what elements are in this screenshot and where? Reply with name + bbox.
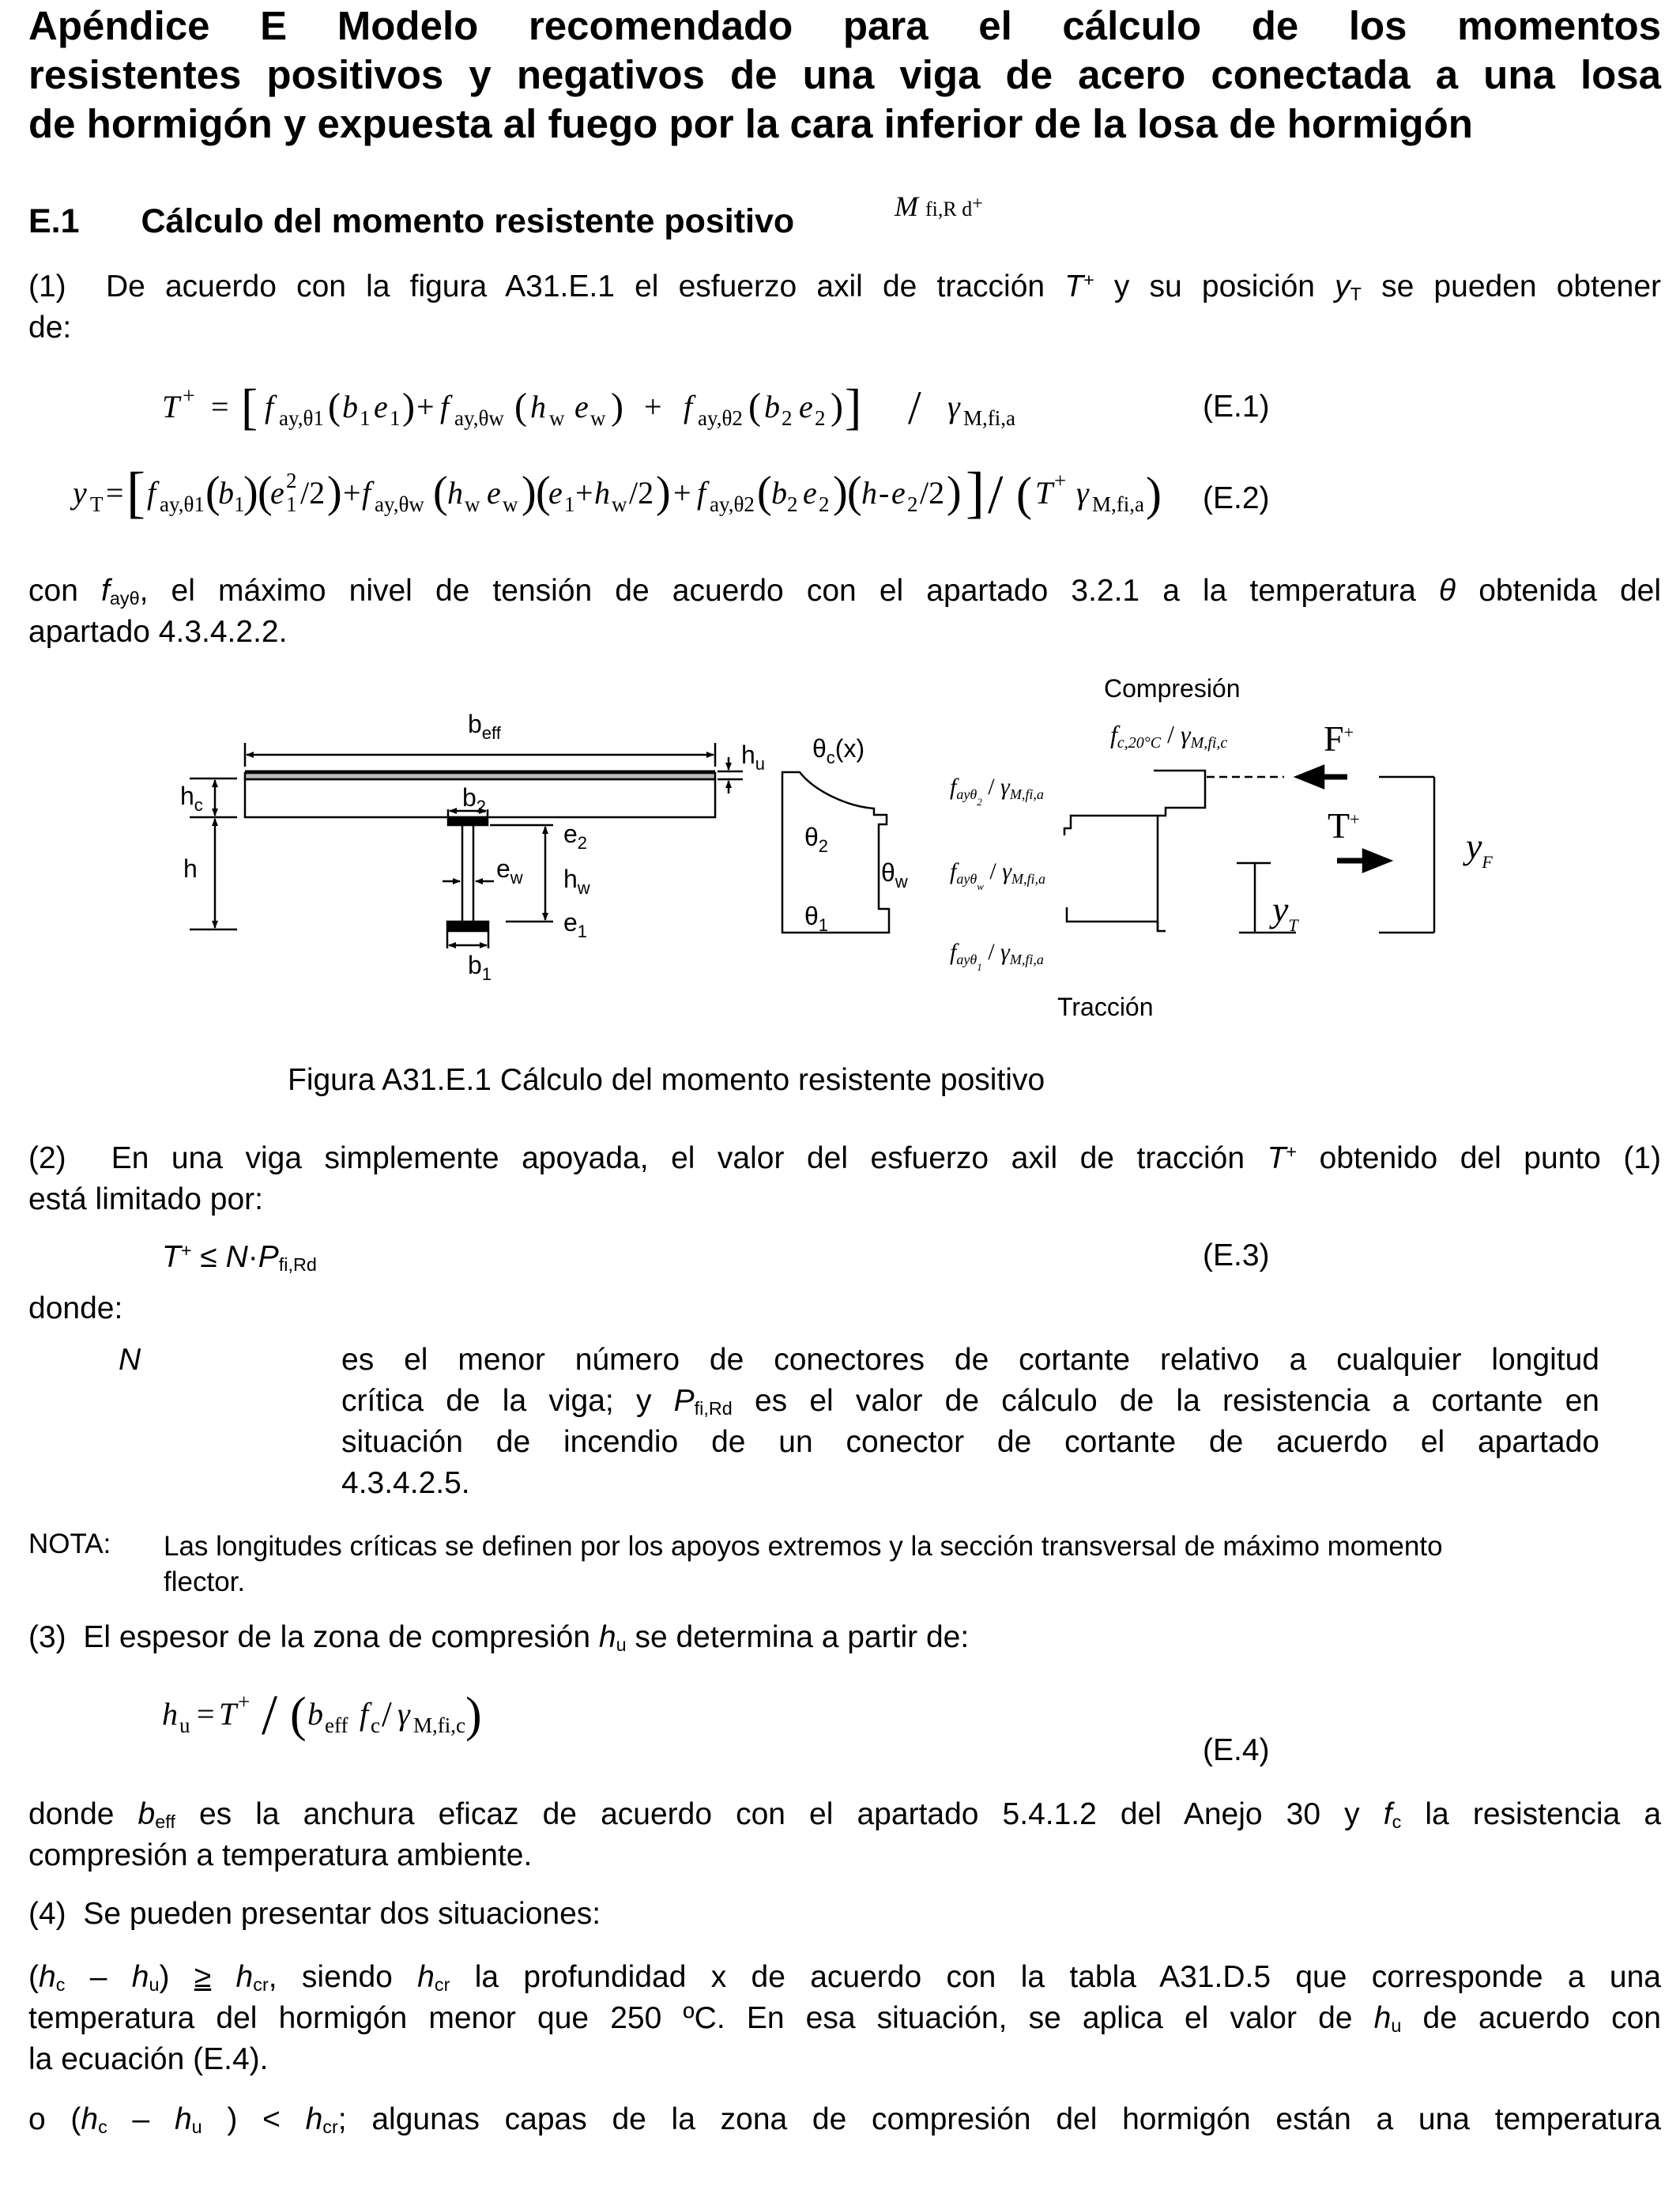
section-number: E.1 bbox=[28, 202, 80, 240]
equation-e3-number: (E.3) bbox=[1203, 1238, 1270, 1272]
svg-text:2: 2 bbox=[787, 492, 798, 516]
label-fay-thetaw: $f_{ay\theta w} / \gamma_{M,fi,a}$ bbox=[950, 858, 1046, 892]
svg-text:T: T bbox=[90, 492, 104, 516]
svg-text:1: 1 bbox=[564, 492, 575, 516]
svg-text:w: w bbox=[549, 406, 565, 430]
equation-e2-formula bbox=[73, 462, 1195, 533]
svg-text:): ) bbox=[522, 468, 537, 517]
svg-text:/: / bbox=[382, 1694, 392, 1734]
svg-text:=: = bbox=[211, 389, 229, 424]
svg-text:f: f bbox=[684, 389, 693, 424]
label-hu: $h_u$ bbox=[741, 741, 766, 774]
svg-text:f: f bbox=[440, 389, 450, 424]
svg-text:+: + bbox=[416, 389, 435, 424]
svg-text:1: 1 bbox=[286, 492, 297, 516]
svg-text:2: 2 bbox=[907, 492, 918, 516]
svg-text:): ) bbox=[1146, 468, 1162, 520]
paragraph-3: (3) El espesor de la zona de compresión $h_u$ se determina a partir de: bbox=[28, 1620, 970, 1656]
svg-text:1: 1 bbox=[234, 492, 245, 516]
svg-text:(: ( bbox=[258, 468, 273, 517]
svg-text:): ) bbox=[243, 468, 258, 517]
label-compresion: Compresión bbox=[1104, 674, 1241, 703]
svg-text:/2: /2 bbox=[300, 475, 326, 511]
temperature-profile bbox=[782, 772, 889, 933]
svg-text:b: b bbox=[771, 475, 787, 511]
equation-e2 bbox=[73, 462, 1195, 537]
label-yF: $y_F$ bbox=[1466, 826, 1493, 872]
label-theta-2: $\theta_2$ bbox=[804, 823, 829, 856]
svg-text:T: T bbox=[162, 389, 180, 424]
section-title: Cálculo del momento resistente positivo bbox=[141, 202, 795, 240]
svg-text:/: / bbox=[262, 1683, 278, 1747]
equation-e1-formula bbox=[162, 378, 1071, 441]
svg-text:M,fi,a: M,fi,a bbox=[963, 406, 1015, 430]
svg-text:e: e bbox=[270, 475, 284, 511]
svg-text:ay,θ1: ay,θ1 bbox=[160, 492, 205, 516]
paragraph-beff: donde $b_{eff}$ es la anchura eficaz de acuerdo con el apartado 5.4.1.2 del Anejo 30 y $f_c$ la resistencia a compresión a temperatura ambiente. bbox=[28, 1797, 1662, 1872]
svg-text:f: f bbox=[265, 389, 274, 424]
composite-section bbox=[190, 743, 743, 948]
svg-text:b: b bbox=[342, 389, 358, 424]
paragraph-1-line-1: (1) De acuerdo con la figura A31.E.1 el esfuerzo axil de tracción T+ y su posición $y_T$ se pueden obtener bbox=[28, 270, 1661, 305]
stress-diagram bbox=[1064, 766, 1434, 933]
svg-text:(: ( bbox=[757, 468, 772, 517]
svg-text:): ) bbox=[465, 1688, 482, 1742]
title-line-2: resistentes positivos y negativos de una viga de acero conectada a una losa bbox=[28, 52, 1661, 97]
svg-text:2: 2 bbox=[819, 492, 830, 516]
label-fay-theta2: $f_{ay\theta 2} / \gamma_{M,fi,a}$ bbox=[950, 774, 1044, 808]
svg-text:2: 2 bbox=[782, 406, 793, 430]
svg-text:f: f bbox=[362, 475, 371, 511]
svg-text:M,fi,a: M,fi,a bbox=[1092, 492, 1144, 516]
svg-text:1: 1 bbox=[390, 406, 401, 430]
label-theta-1: $\theta_1$ bbox=[804, 902, 829, 935]
label-beff: $b_{eff}$ bbox=[468, 710, 501, 743]
svg-text:w: w bbox=[612, 492, 627, 516]
svg-text:/: / bbox=[988, 465, 1004, 526]
label-F-plus: F+ bbox=[1324, 718, 1354, 759]
paragraph-2 bbox=[28, 1138, 1661, 1220]
def-N-text: es el menor número de conectores de cortante relativo a cualquier longitud crítica de la viga; y $P_{fi,Rd}$ es el valor de cálculo de la resistencia a cortante en situación de incendio de un conector de cortante de acuerdo el apartado 4.3.4.2.5. bbox=[341, 1343, 1599, 1500]
svg-text:γ: γ bbox=[397, 1696, 410, 1732]
title-line-1 bbox=[28, 2, 1661, 51]
svg-text:): ) bbox=[327, 468, 342, 517]
svg-text:[: [ bbox=[241, 379, 258, 435]
def-N-symbol: N bbox=[119, 1343, 141, 1377]
svg-text:ay,θw: ay,θw bbox=[375, 492, 424, 516]
svg-text:T: T bbox=[219, 1696, 237, 1732]
label-b2: $b_2$ bbox=[462, 783, 487, 816]
svg-text:/: / bbox=[908, 382, 921, 434]
svg-text:): ) bbox=[402, 386, 415, 428]
label-yT: $y_T$ bbox=[1272, 889, 1298, 935]
svg-text:): ) bbox=[611, 386, 623, 428]
svg-text:]: ] bbox=[845, 379, 862, 435]
label-hc: $h_c$ bbox=[180, 782, 203, 815]
svg-text:b: b bbox=[764, 389, 780, 424]
svg-text:e: e bbox=[891, 475, 906, 511]
svg-text:f: f bbox=[147, 475, 156, 511]
donde-label: donde: bbox=[28, 1291, 123, 1325]
label-fay-theta1: $f_{ay\theta 1} / \gamma_{M,fi,a}$ bbox=[950, 939, 1044, 973]
svg-text:(: ( bbox=[205, 468, 220, 517]
svg-text:f: f bbox=[360, 1696, 369, 1732]
paragraph-1-line-2: de: bbox=[28, 311, 72, 345]
label-h: h bbox=[183, 854, 198, 883]
section-heading bbox=[28, 202, 794, 241]
note-text: Las longitudes críticas se definen por los apoyos extremos y la sección transversal de máximo momento flector. bbox=[164, 1531, 1443, 1597]
svg-text:(: ( bbox=[748, 386, 761, 428]
label-traccion: Tracción bbox=[1057, 993, 1154, 1021]
svg-text:u: u bbox=[179, 1713, 190, 1737]
paragraph-situation-1: $(h_c - h_u) \ge h_{cr}$, siendo $h_{cr}$ la profundidad x de acuerdo con la tabla A31.D.5 que corresponde a una temperatura del hormigón menor que 250 ºC. En esa situación, se aplica el valor de $h_u$ de acuerdo con la ecuación (E.4). bbox=[28, 1960, 1661, 2076]
svg-text:2: 2 bbox=[815, 406, 826, 430]
equation-e2-number: (E.2) bbox=[1203, 481, 1270, 515]
svg-text:e: e bbox=[374, 389, 388, 424]
title-line-1-text: Modelo recomendado para el cálculo de los momentos bbox=[337, 3, 1661, 48]
paragraph-2-line-2: está limitado por: bbox=[28, 1182, 263, 1216]
svg-text:): ) bbox=[656, 468, 671, 517]
svg-text:(: ( bbox=[536, 468, 551, 517]
svg-text:=: = bbox=[197, 1696, 215, 1732]
svg-text:M,fi,c: M,fi,c bbox=[413, 1713, 465, 1737]
paragraph-fay bbox=[28, 571, 1661, 653]
svg-text:+: + bbox=[1054, 469, 1067, 492]
svg-text:+: + bbox=[238, 1690, 250, 1713]
title-line-3: de hormigón y expuesta al fuego por la cara inferior de la losa de hormigón bbox=[28, 101, 1473, 146]
svg-text:): ) bbox=[947, 468, 962, 517]
svg-text:+: + bbox=[673, 475, 691, 511]
svg-text:/2: /2 bbox=[920, 475, 945, 511]
svg-text:eff: eff bbox=[325, 1713, 348, 1737]
svg-text:): ) bbox=[831, 386, 843, 428]
svg-text:e: e bbox=[548, 475, 563, 511]
svg-text:h: h bbox=[447, 475, 463, 511]
equation-e1 bbox=[162, 378, 1071, 445]
svg-text:e: e bbox=[799, 389, 813, 424]
appendix-label: Apéndice E bbox=[28, 3, 288, 48]
svg-text:γ: γ bbox=[1076, 475, 1089, 511]
label-b1: $b_1$ bbox=[468, 951, 492, 984]
svg-text:[: [ bbox=[126, 461, 145, 524]
svg-text:(: ( bbox=[1016, 468, 1032, 520]
paragraph-1 bbox=[28, 266, 1661, 349]
svg-text:h: h bbox=[530, 389, 546, 424]
note-label: NOTA: bbox=[28, 1529, 111, 1559]
svg-text:(: ( bbox=[433, 468, 448, 517]
svg-text:(: ( bbox=[514, 386, 527, 428]
svg-text:h: h bbox=[162, 1696, 178, 1732]
svg-text:+: + bbox=[343, 475, 361, 511]
label-e2: $e_2$ bbox=[563, 820, 588, 853]
svg-text:f: f bbox=[697, 475, 706, 511]
appendix-title bbox=[28, 2, 1661, 149]
paragraph-fay-line-2: apartado 4.3.4.2.2. bbox=[28, 615, 288, 649]
svg-text:w: w bbox=[590, 406, 606, 430]
svg-text:h: h bbox=[594, 475, 610, 511]
equation-e4-number: (E.4) bbox=[1203, 1733, 1270, 1767]
label-T-plus: T+ bbox=[1328, 805, 1360, 846]
paragraph-fay-line-1: con $f_{ay\theta}$, el máximo nivel de tensión de acuerdo con el apartado 3.2.1 a la temperatura θ obtenida del bbox=[28, 574, 1661, 609]
equation-e1-number: (E.1) bbox=[1203, 390, 1270, 424]
svg-text:+: + bbox=[183, 384, 195, 409]
label-e1: $e_1$ bbox=[563, 908, 588, 941]
stress-labels bbox=[950, 720, 1227, 973]
svg-text:): ) bbox=[833, 468, 848, 517]
svg-text:-: - bbox=[879, 475, 890, 511]
equation-e4 bbox=[162, 1682, 573, 1753]
svg-text:1: 1 bbox=[360, 406, 371, 430]
figure-caption: Figura A31.E.1 Cálculo del momento resistente positivo bbox=[288, 1063, 1045, 1097]
svg-text:T: T bbox=[1035, 475, 1053, 511]
svg-text:(: ( bbox=[328, 386, 341, 428]
label-theta-c: $\theta_c(x)$ bbox=[812, 734, 865, 767]
figure-labels bbox=[180, 674, 1493, 1021]
paragraph-situation-2: o ($h_c - h_u$ ) < $h_{cr}$; algunas capas de la zona de compresión del hormigón están a una temperatura bbox=[28, 2102, 1661, 2138]
section-symbol: M fi,R d+ bbox=[895, 190, 983, 222]
svg-text:c: c bbox=[371, 1713, 380, 1737]
svg-text:e: e bbox=[487, 475, 501, 511]
svg-text:ay,θw: ay,θw bbox=[454, 406, 504, 430]
svg-text:y: y bbox=[73, 475, 87, 511]
svg-text:w: w bbox=[465, 492, 480, 516]
svg-text:/2: /2 bbox=[629, 475, 654, 511]
label-fc20: fc,20°C / γM,fi,c bbox=[1110, 720, 1228, 752]
svg-text:+: + bbox=[575, 475, 593, 511]
svg-text:ay,θ2: ay,θ2 bbox=[710, 492, 755, 516]
equation-e3: $T^+ \le N\cdot P_{fi,Rd}$ bbox=[162, 1240, 317, 1276]
svg-text:(: ( bbox=[847, 468, 862, 517]
label-theta-w: $\theta_w$ bbox=[881, 858, 908, 892]
svg-text:h: h bbox=[861, 475, 877, 511]
svg-text:e: e bbox=[574, 389, 589, 424]
svg-text:b: b bbox=[218, 475, 234, 511]
svg-text:(: ( bbox=[290, 1688, 307, 1742]
svg-text:w: w bbox=[503, 492, 518, 516]
svg-text:γ: γ bbox=[947, 389, 960, 424]
paragraph-4: (4) Se pueden presentar dos situaciones: bbox=[28, 1897, 601, 1931]
svg-text:2: 2 bbox=[286, 469, 297, 492]
svg-text:+: + bbox=[644, 389, 662, 424]
svg-text:e: e bbox=[803, 475, 817, 511]
svg-text:b: b bbox=[307, 1696, 323, 1732]
svg-text:ay,θ1: ay,θ1 bbox=[279, 406, 324, 430]
svg-text:ay,θ2: ay,θ2 bbox=[698, 406, 743, 430]
svg-text:]: ] bbox=[966, 461, 985, 524]
paragraph-2-line-1: (2) En una viga simplemente apoyada, el valor del esfuerzo axil de tracción T+ obtenido del punto (1) bbox=[28, 1141, 1662, 1175]
label-hw: $h_w$ bbox=[563, 865, 590, 898]
label-ew: $e_w$ bbox=[496, 854, 523, 888]
svg-text:=: = bbox=[106, 475, 124, 511]
figure-a31-e1 bbox=[0, 664, 1680, 1043]
